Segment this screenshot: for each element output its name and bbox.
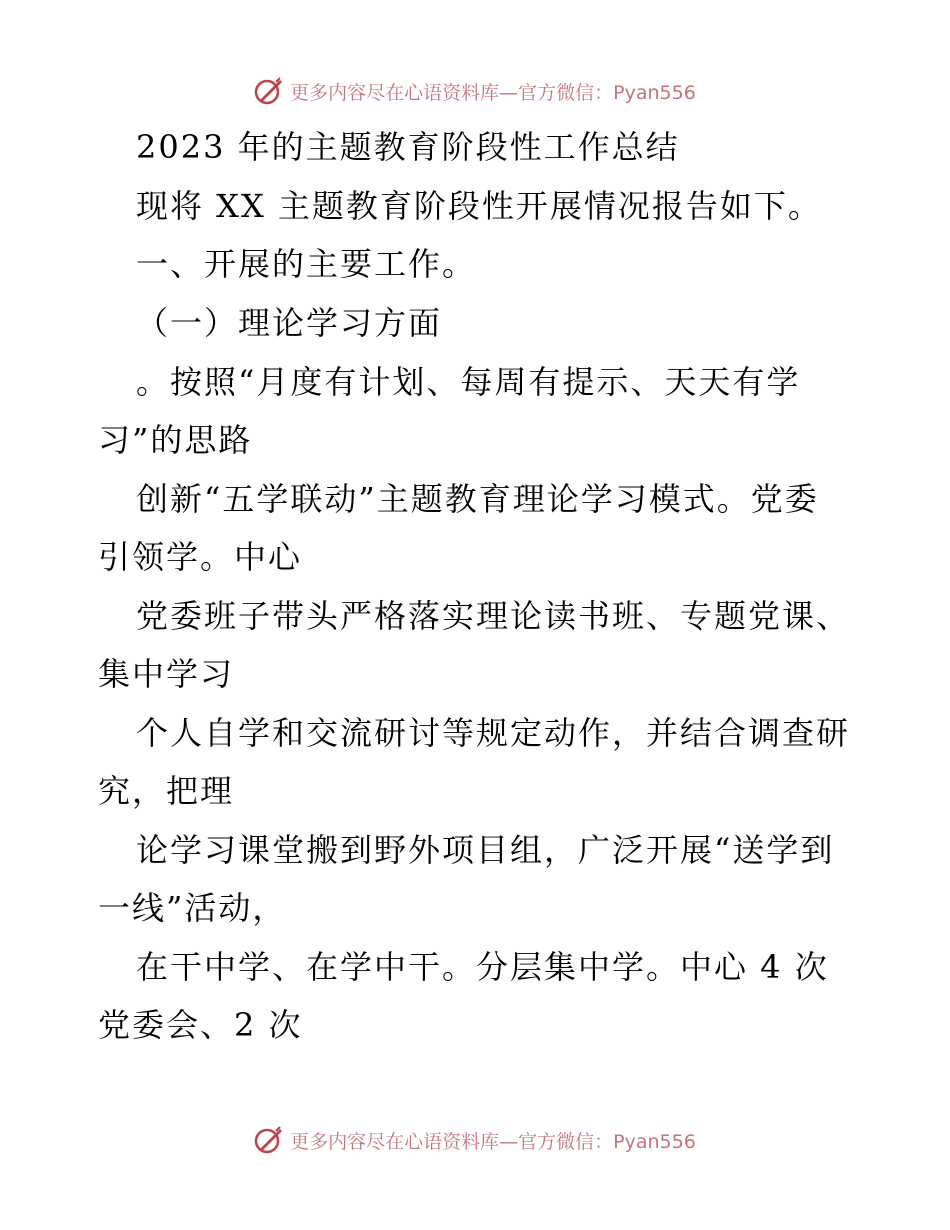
paragraph-line: 集中学习 — [98, 655, 235, 693]
pen-logo-icon — [254, 1125, 284, 1155]
paragraph-line: 个人自学和交流研讨等规定动作，并结合调查研 — [136, 714, 851, 752]
paragraph-line: 创新“五学联动”主题教育理论学习模式。党委 — [136, 480, 819, 518]
watermark-banner-top — [0, 71, 950, 111]
watermark-banner-bottom — [0, 1120, 950, 1160]
paragraph-line: 论学习课堂搬到野外项目组，广泛开展“送学到 — [136, 831, 835, 869]
document-title: 2023 年的主题教育阶段性工作总结 — [136, 128, 680, 166]
paragraph-line: 究，把理 — [98, 772, 235, 810]
paragraph-line: 在干中学、在学中干。分层集中学。中心 4 次 — [136, 948, 829, 986]
watermark-text: 更多内容尽在心语资料库—官方微信：Pyan556 — [290, 1130, 696, 1153]
paragraph-line: 党委班子带头严格落实理论读书班、专题党课、 — [136, 597, 851, 635]
paragraph-line: 引领学。中心 — [98, 538, 303, 576]
subsection-heading: （一）理论学习方面 — [136, 304, 443, 342]
watermark-text: 更多内容尽在心语资料库—官方微信：Pyan556 — [290, 81, 696, 104]
paragraph-line: 现将 XX 主题教育阶段性开展情况报告如下。 — [136, 187, 822, 225]
paragraph-line: 党委会、2 次 — [98, 1006, 303, 1044]
pen-logo-icon — [254, 76, 284, 106]
section-heading: 一、开展的主要工作。 — [136, 245, 477, 283]
paragraph-line: 。按照“月度有计划、每周有提示、天天有学 — [136, 363, 801, 401]
paragraph-line: 一线”活动， — [98, 889, 287, 927]
paragraph-line: 习”的思路 — [98, 421, 253, 459]
